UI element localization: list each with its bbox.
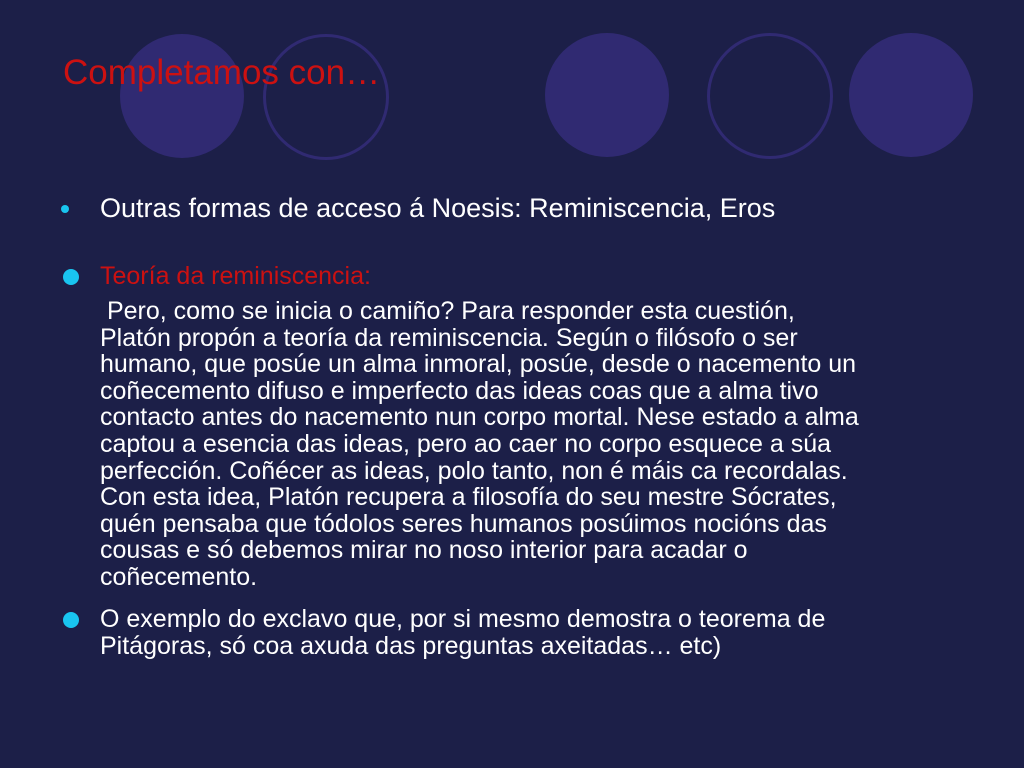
bullet-dot-icon: [61, 205, 69, 213]
bullet-circle-icon: [63, 612, 79, 628]
section-heading: Teoría da reminiscencia:: [100, 262, 371, 290]
bullet-circle-icon: [63, 269, 79, 285]
bullet-text: Outras formas de acceso á Noesis: Reminiscencia, Eros: [100, 193, 776, 223]
decorative-filled-circle: [849, 33, 973, 157]
decorative-ring-circle: [707, 33, 833, 159]
slide-title: Completamos con…: [63, 53, 381, 92]
bullet-text: O exemplo do exclavo que, por si mesmo demostra o teorema de Pitágoras, só coa axuda das preguntas axeitadas… etc): [100, 605, 826, 660]
decorative-filled-circle: [545, 33, 669, 157]
body-paragraph: Pero, como se inicia o camiño? Para responder esta cuestión, Platón propón a teoría da reminiscencia. Según o filósofo o ser humano, que posúe un alma inmoral, posúe, desde o nacemento un coñecemento difuso e imperfecto das ideas coas que a alma tivo contacto antes do nacemento nun corpo mortal. Nese estado a alma captou a esencia das ideas, pero ao caer no corpo esquece a súa perfección. Coñécer as ideas, polo tanto, non é máis ca recordalas. Con esta idea, Platón recupera a filosofía do seu mestre Sócrates, quén pensaba que tódolos seres humanos posúimos nocións das cousas e só debemos mirar no noso interior para acadar o coñecemento.: [100, 297, 859, 591]
